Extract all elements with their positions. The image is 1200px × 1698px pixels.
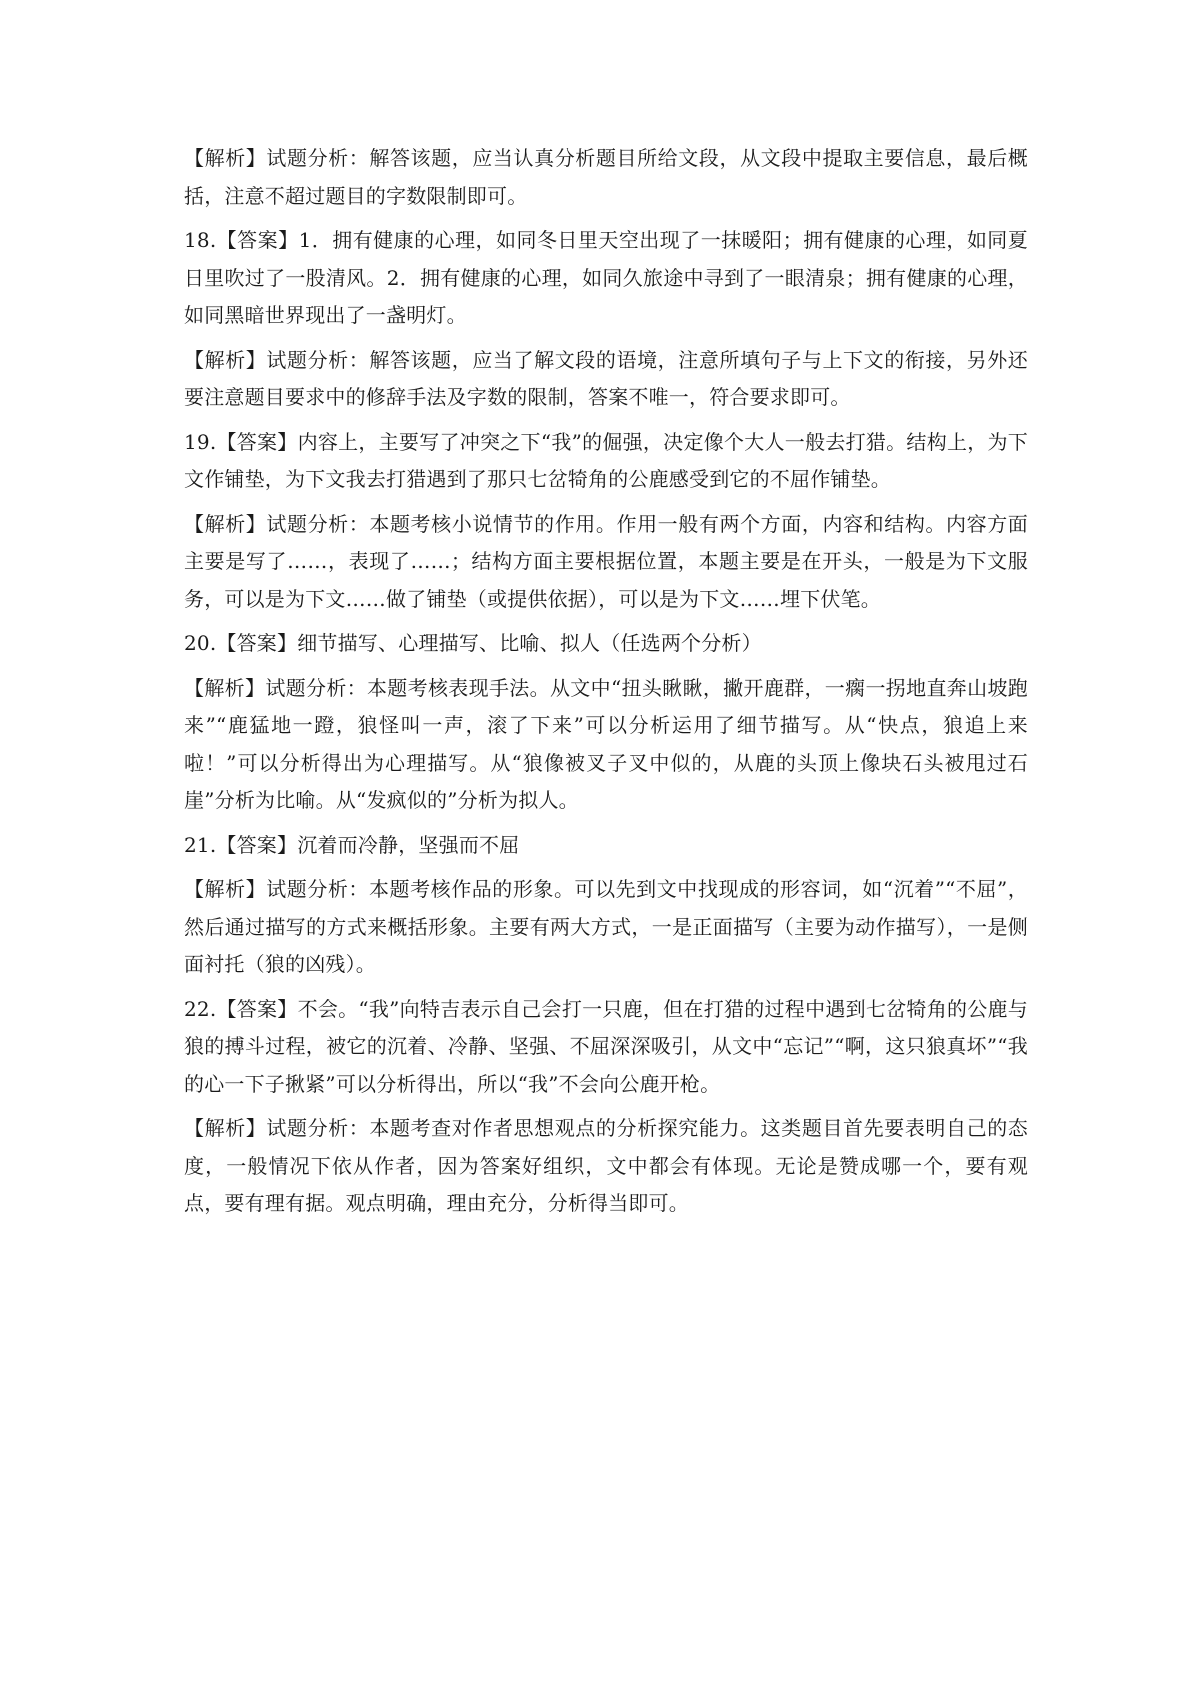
paragraph-text: 1．拥有健康的心理，如同冬日里天空出现了一抹暖阳；拥有健康的心理，如同夏日里吹过了一股清风。2．拥有健康的心理，如同久旅途中寻到了一眼清泉；拥有健康的心理，如同黑暗世界现出了一盏明灯。 [184,228,1028,327]
section-label: 18.【答案】 [184,228,299,252]
section-label: 22.【答案】 [184,996,298,1021]
paragraph-text: 内容上，主要写了冲突之下“我”的倔强，决定像个大人一般去打猎。结构上，为下文作铺垫，为下文我去打猎遇到了那只七岔犄角的公鹿感受到它的不屈作铺垫。 [184,429,1028,491]
paragraph-text: 试题分析：解答该题，应当认真分析题目所给文段，从文段中提取主要信息，最后概括，注意不超过题目的字数限制即可。 [184,146,1028,208]
analysis-paragraph-18 [184,342,1028,417]
document-page [184,140,1028,1230]
section-label: 20.【答案】 [184,631,298,655]
paragraph-text: 细节描写、心理描写、比喻、拟人（任选两个分析） [297,631,762,655]
section-label: 【解析】 [184,877,267,901]
section-label: 【解析】 [184,1116,267,1140]
answer-paragraph-21 [184,827,1028,865]
answer-paragraph-19 [184,424,1028,499]
answer-paragraph-20 [184,625,1028,663]
section-label: 【解析】 [184,511,267,536]
answer-paragraph-22 [184,991,1028,1104]
paragraph-text: 试题分析：本题考核小说情节的作用。作用一般有两个方面，内容和结构。内容方面主要是写了……，表现了……；结构方面主要根据位置，本题主要是在开头，一般是为下文服务，可以是为下文……做了铺垫（或提供依据），可以是为下文……埋下伏笔。 [184,511,1028,611]
analysis-paragraph [184,140,1028,215]
analysis-paragraph-20 [184,670,1028,820]
paragraph-text: 试题分析：本题考核作品的形象。可以先到文中找现成的形容词，如“沉着”“不屈”，然后通过描写的方式来概括形象。主要有两大方式，一是正面描写（主要为动作描写），一是侧面衬托（狼的凶残）。 [184,877,1028,976]
paragraph-text: 试题分析：本题考核表现手法。从文中“扭头瞅瞅，撇开鹿群，一瘸一拐地直奔山坡跑来”“鹿猛地一蹬，狼怪叫一声，滚了下来”可以分析运用了细节描写。从“快点，狼追上来啦！”可以分析得出为心理描写。从“狼像被叉子叉中似的，从鹿的头顶上像块石头被甩过石崖”分析为比喻。从“发疯似的”分析为拟人。 [184,675,1028,812]
section-label: 【解析】 [184,146,267,170]
section-label: 19.【答案】 [184,429,298,454]
paragraph-text: 不会。“我”向特吉表示自己会打一只鹿，但在打猎的过程中遇到七岔犄角的公鹿与狼的搏斗过程，被它的沉着、冷静、坚强、不屈深深吸引，从文中“忘记”“啊，这只狼真坏”“我的心一下子揪紧”可以分析得出，所以“我”不会向公鹿开枪。 [184,996,1028,1096]
paragraph-text: 试题分析：本题考查对作者思想观点的分析探究能力。这类题目首先要表明自己的态度，一般情况下依从作者，因为答案好组织，文中都会有体现。无论是赞成哪一个，要有观点，要有理有据。观点明确，理由充分，分析得当即可。 [184,1116,1028,1215]
section-label: 【解析】 [184,675,266,700]
answer-paragraph-18 [184,222,1028,335]
analysis-paragraph-19 [184,506,1028,619]
analysis-paragraph-21 [184,871,1028,984]
section-label: 【解析】 [184,347,267,372]
paragraph-text: 试题分析：解答该题，应当了解文段的语境，注意所填句子与上下文的衔接，另外还要注意题目要求中的修辞手法及字数的限制，答案不唯一，符合要求即可。 [184,347,1028,409]
section-label: 21.【答案】 [184,832,298,857]
paragraph-text: 沉着而冷静，坚强而不屈 [297,832,520,857]
analysis-paragraph-22 [184,1110,1028,1223]
